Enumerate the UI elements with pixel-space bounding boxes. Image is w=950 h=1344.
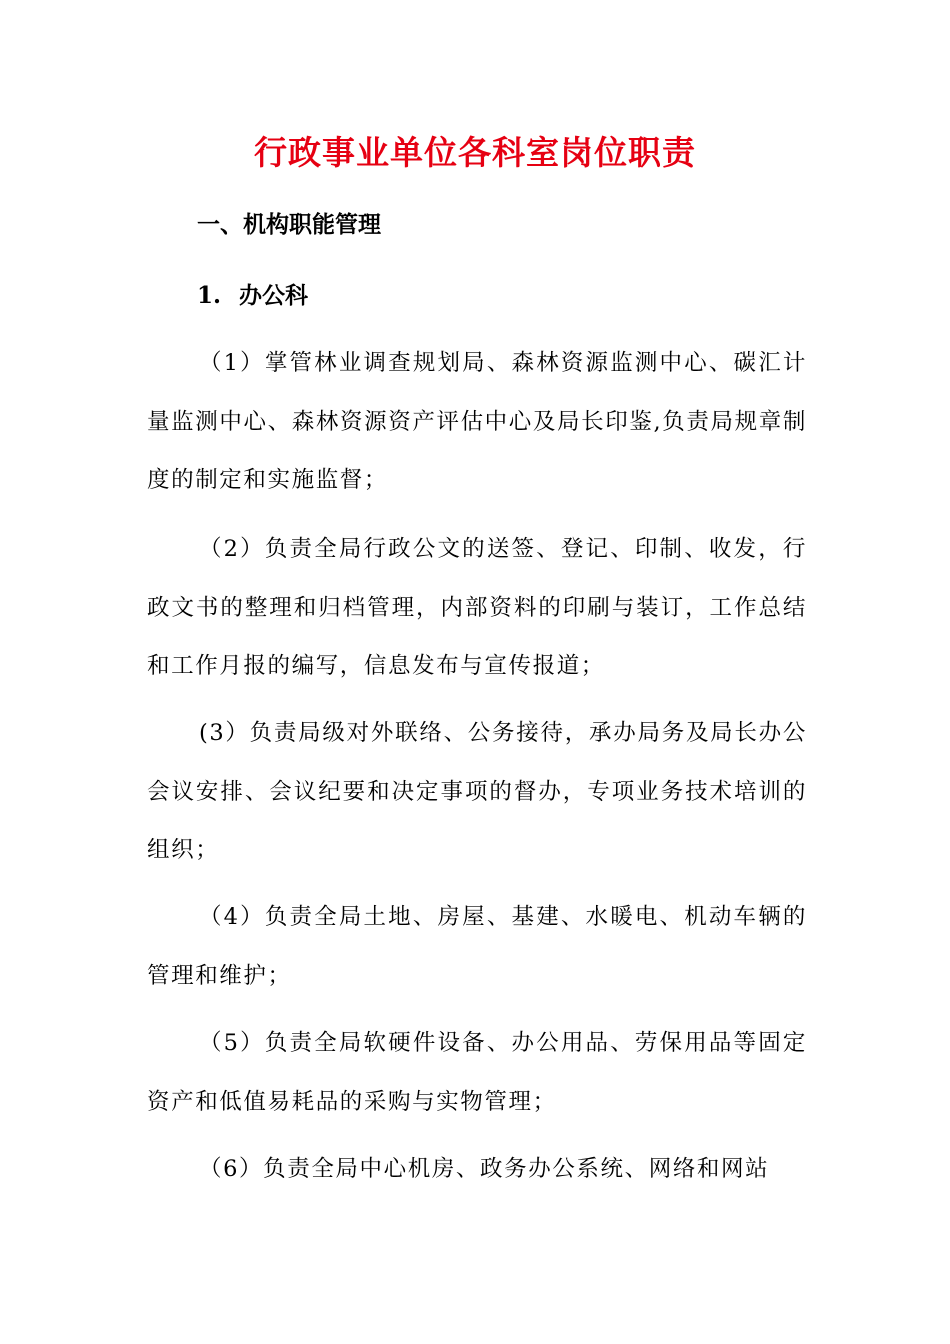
subsection-name: 办公科 xyxy=(239,282,309,309)
paragraph-6: （6）负责全局中心机房、政务办公系统、网络和网站 xyxy=(199,1156,770,1182)
paragraph-3: (3）负责局级对外联络、公务接待，承办局务及局长办公会议安排、会议纪要和决定事项的督办，专项业务技术培训的组织； xyxy=(147,720,807,863)
paragraph-1: （1）掌管林业调查规划局、森林资源监测中心、碳汇计量监测中心、森林资源资产评估中心及局长印鉴,负责局规章制度的制定和实施监督； xyxy=(147,350,807,493)
subsection-number: 1. xyxy=(197,282,222,309)
paragraph-2: （2）负责全局行政公文的送签、登记、印制、收发，行政文书的整理和归档管理，内部资料的印刷与装订，工作总结和工作月报的编写，信息发布与宣传报道； xyxy=(147,536,807,679)
subsection-heading xyxy=(197,276,308,316)
document-title: 行政事业单位各科室岗位职责 xyxy=(254,133,696,172)
section-heading: 一、机构职能管理 xyxy=(197,212,381,238)
paragraph-4: （4）负责全局土地、房屋、基建、水暖电、机动车辆的管理和维护； xyxy=(147,904,807,989)
paragraph-5: （5）负责全局软硬件设备、办公用品、劳保用品等固定资产和低值易耗品的采购与实物管理； xyxy=(147,1030,807,1115)
